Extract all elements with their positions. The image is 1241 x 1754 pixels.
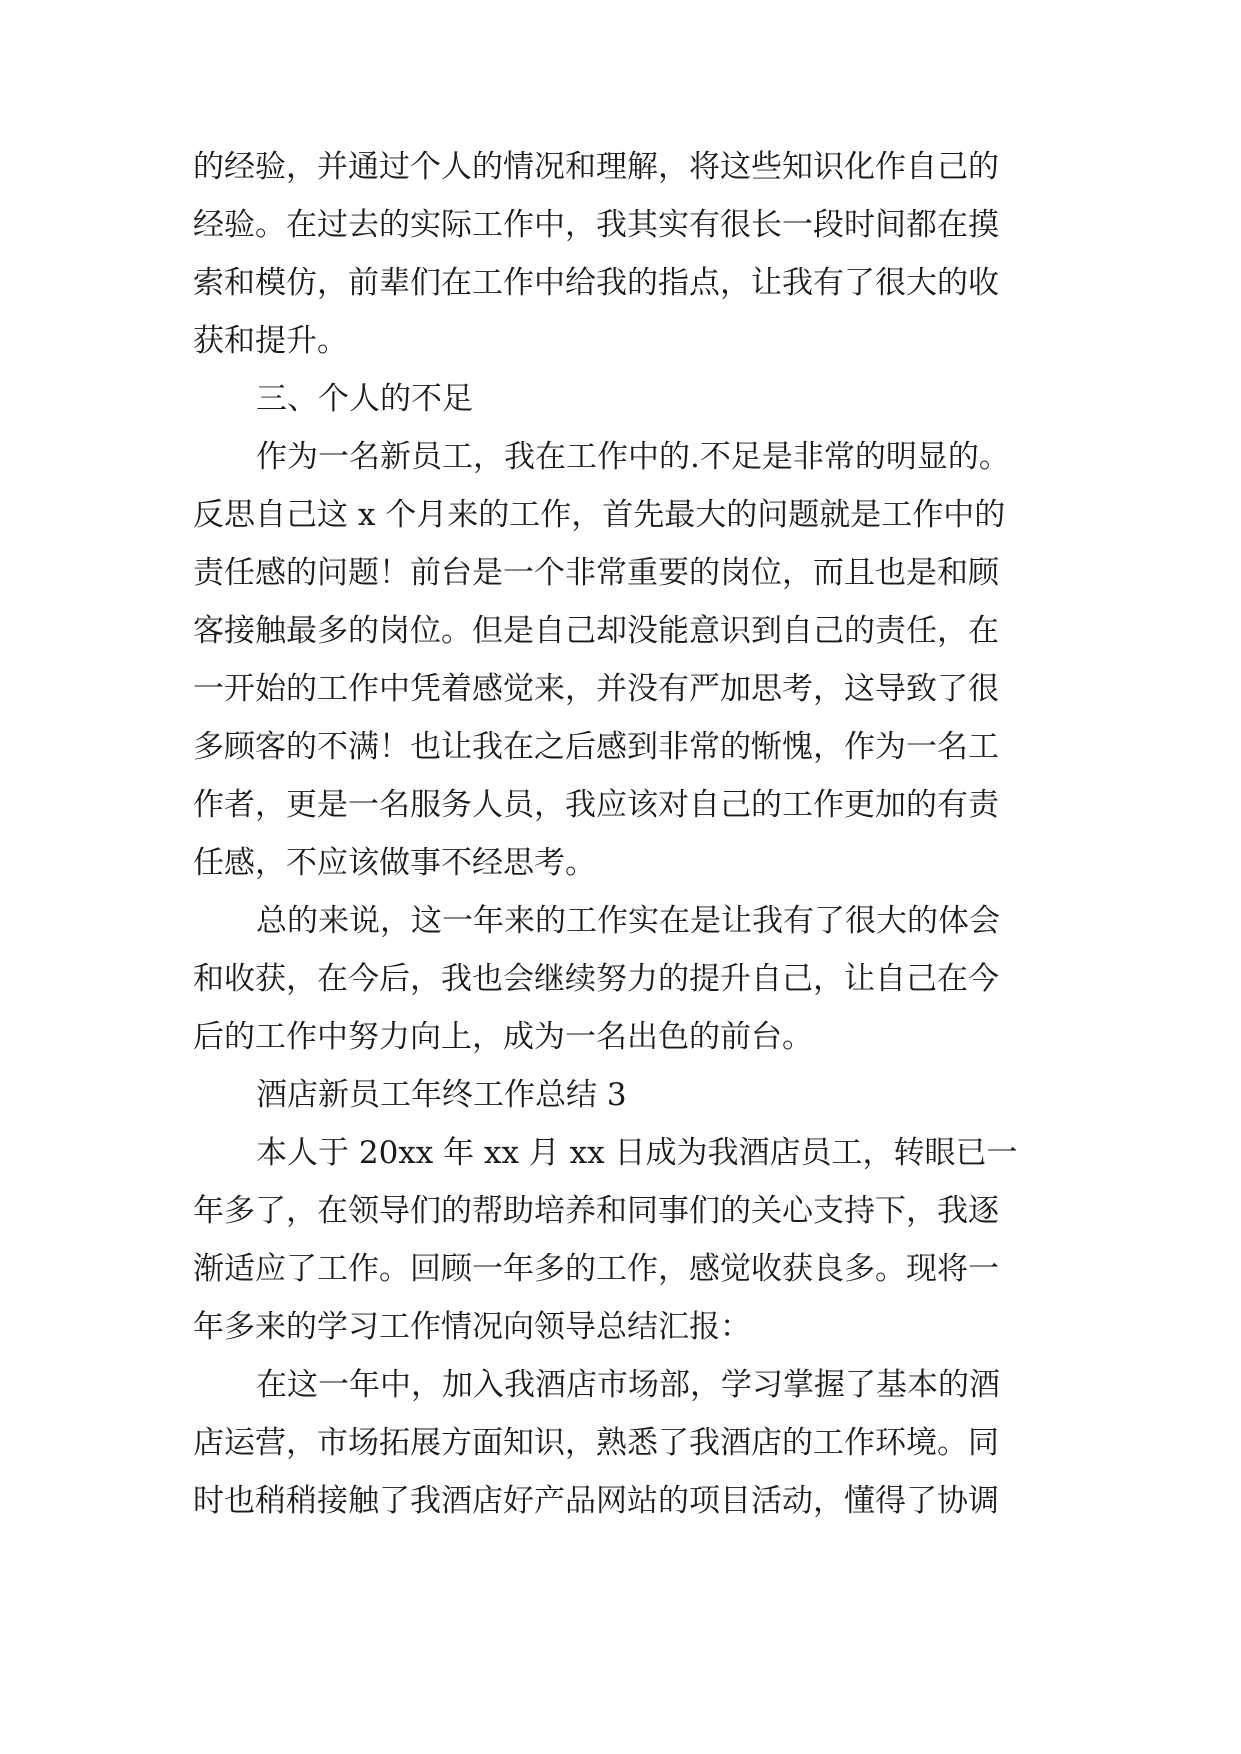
text-line: 在这一年中，加入我酒店市场部，学习掌握了基本的酒: [256, 1367, 1000, 1403]
text-line: 店运营，市场拓展方面知识，熟悉了我酒店的工作环境。同: [193, 1425, 999, 1461]
text-line: 经验。在过去的实际工作中，我其实有很长一段时间都在摸: [193, 207, 999, 243]
text-line: 年多来的学习工作情况向领导总结汇报：: [193, 1309, 751, 1345]
text-line: 本人于 20xx 年 xx 月 xx 日成为我酒店员工，转眼已一: [256, 1135, 1018, 1171]
text-line: 作为一名新员工，我在工作中的.不足是非常的明显的。: [256, 439, 1010, 475]
section-heading: 三、个人的不足: [256, 381, 473, 417]
text-line: 索和模仿，前辈们在工作中给我的指点，让我有了很大的收: [193, 265, 999, 301]
section-title: 酒店新员工年终工作总结 3: [256, 1077, 627, 1113]
text-line: 的经验，并通过个人的情况和理解，将这些知识化作自己的: [193, 149, 999, 185]
text-line: 获和提升。: [193, 323, 348, 359]
text-line: 和收获，在今后，我也会继续努力的提升自己，让自己在今: [193, 961, 999, 997]
text-line: 作者，更是一名服务人员，我应该对自己的工作更加的有责: [193, 787, 999, 823]
text-line: 时也稍稍接触了我酒店好产品网站的项目活动，懂得了协调: [193, 1483, 999, 1519]
text-line: 反思自己这 x 个月来的工作，首先最大的问题就是工作中的: [193, 497, 1006, 533]
text-line: 责任感的问题！前台是一个非常重要的岗位，而且也是和顾: [193, 555, 999, 591]
text-line: 客接触最多的岗位。但是自己却没能意识到自己的责任，在: [193, 613, 999, 649]
text-line: 年多了，在领导们的帮助培养和同事们的关心支持下，我逐: [193, 1193, 999, 1229]
text-line: 多顾客的不满！也让我在之后感到非常的惭愧，作为一名工: [193, 729, 999, 765]
text-line: 渐适应了工作。回顾一年多的工作，感觉收获良多。现将一: [193, 1251, 999, 1287]
text-line: 后的工作中努力向上，成为一名出色的前台。: [193, 1019, 813, 1055]
text-line: 一开始的工作中凭着感觉来，并没有严加思考，这导致了很: [193, 671, 999, 707]
text-line: 总的来说，这一年来的工作实在是让我有了很大的体会: [256, 903, 1000, 939]
text-line: 任感，不应该做事不经思考。: [193, 845, 596, 881]
